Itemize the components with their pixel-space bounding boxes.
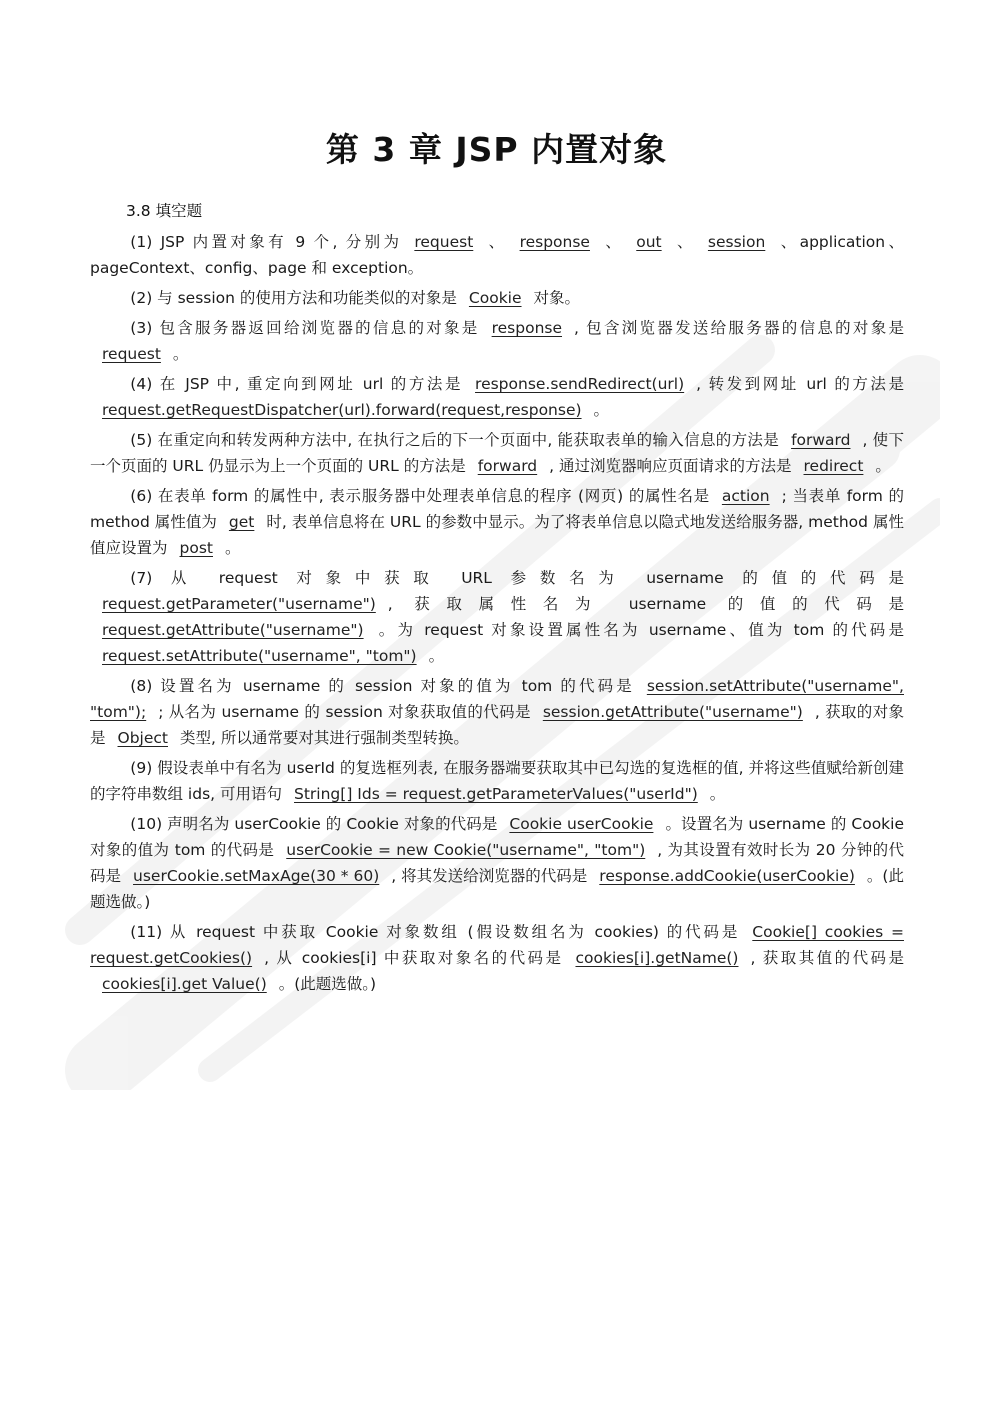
answer-blank: request.getAttribute("username") [102, 621, 364, 639]
question-11 [90, 919, 904, 997]
question-text: , 获取属性名为 username 的值的代码是 [387, 595, 904, 613]
question-text: , 为其设置有效时长为 20 分钟的代码是 [90, 841, 904, 885]
question-text: 。设置名为 username 的 Cookie 对象的值为 tom 的代码是 [90, 815, 904, 859]
question-text: 。 [172, 345, 189, 363]
answer-blank: get [228, 513, 255, 531]
answer-blank: request.setAttribute("username", "tom") [102, 647, 417, 665]
answer-blank: out [636, 233, 662, 251]
question-text: (2) 与 session 的使用方法和功能类似的对象是 [130, 289, 457, 307]
question-list [90, 229, 904, 1001]
question-text: ; 当表单 form 的 method 属性值为 [90, 487, 904, 531]
question-text: 、application、pageContext、config、page 和 exception。 [90, 233, 904, 277]
question-text: 对象。 [533, 289, 581, 307]
question-text: 。 [875, 457, 891, 475]
question-text: (8) 设置名为 username 的 session 对象的值为 tom 的代码是 [130, 677, 635, 695]
answer-blank: session.setAttribute("username", "tom"); [90, 677, 904, 721]
question-text: (5) 在重定向和转发两种方法中, 在执行之后的下一个页面中, 能获取表单的输入信息的方法是 [130, 431, 780, 449]
question-text: (1) JSP 内置对象有 9 个, 分别为 [130, 233, 403, 251]
question-text: (7) 从 request 对象中获取 URL 参数名为 username 的值的代码是 [130, 569, 904, 587]
answer-blank: request [102, 345, 161, 363]
question-text: 。 [709, 785, 726, 803]
question-text: (10) 声明名为 userCookie 的 Cookie 对象的代码是 [130, 815, 498, 833]
question-text: 、 [485, 233, 508, 251]
section-heading: 3.8 填空题 [126, 202, 203, 220]
answer-blank: request [414, 233, 474, 251]
answer-blank: response.addCookie(userCookie) [599, 867, 855, 885]
question-text: (9) 假设表单中有名为 userId 的复选框列表, 在服务器端要获取其中已勾选的复选框的值, 并将这些值赋给新创建的字符串数组 ids, 可用语句 [90, 759, 904, 803]
question-text: , 使下一个页面的 URL 仍显示为上一个页面的 URL 的方法是 [90, 431, 904, 475]
question-text: ; 从名为 username 的 session 对象获取值的代码是 [158, 703, 531, 721]
question-3 [90, 315, 904, 367]
question-text: 、 [601, 233, 625, 251]
answer-blank: response [491, 319, 563, 337]
answer-blank: Object [117, 729, 168, 747]
answer-blank: userCookie.setMaxAge(30 * 60) [133, 867, 380, 885]
question-text: , 从 cookies[i] 中获取对象名的代码是 [264, 949, 564, 967]
question-text: (4) 在 JSP 中, 重定向到网址 url 的方法是 [130, 375, 464, 393]
answer-blank: forward [477, 457, 538, 475]
question-text: , 将其发送给浏览器的代码是 [391, 867, 588, 885]
answer-blank: cookies[i].getName() [575, 949, 739, 967]
answer-blank: request.getRequestDispatcher(url).forward(request,response) [102, 401, 582, 419]
question-text: 。 [428, 647, 445, 665]
question-text: 。 [593, 401, 610, 419]
question-4 [90, 371, 904, 423]
answer-blank: cookies[i].get Value() [102, 975, 267, 993]
question-1 [90, 229, 904, 281]
question-text: 、 [673, 233, 696, 251]
question-text: 类型, 所以通常要对其进行强制类型转换。 [180, 729, 469, 747]
answer-blank: response.sendRedirect(url) [475, 375, 685, 393]
question-text: 。(此题选做。) [278, 975, 377, 993]
answer-blank: action [721, 487, 770, 505]
question-text: , 通过浏览器响应页面请求的方法是 [549, 457, 792, 475]
answer-blank: response [519, 233, 590, 251]
answer-blank: Cookie [468, 289, 522, 307]
question-text: , 包含浏览器发送给服务器的信息的对象是 [574, 319, 905, 337]
answer-blank: String[] Ids = request.getParameterValues("userId") [294, 785, 698, 803]
question-7 [90, 565, 904, 669]
question-text: (6) 在表单 form 的属性中, 表示服务器中处理表单信息的程序 (网页) 的属性名是 [130, 487, 710, 505]
answer-blank: session.getAttribute("username") [542, 703, 803, 721]
answer-blank: post [179, 539, 213, 557]
answer-blank: Cookie[] cookies = request.getCookies() [90, 923, 904, 967]
answer-blank: session [707, 233, 766, 251]
question-text: 。为 request 对象设置属性名为 username、值为 tom 的代码是 [375, 621, 904, 639]
question-8 [90, 673, 904, 751]
question-6 [90, 483, 904, 561]
question-text: , 获取其值的代码是 [750, 949, 904, 967]
question-2 [90, 285, 904, 311]
answer-blank: forward [791, 431, 851, 449]
question-text: 。 [225, 539, 241, 557]
answer-blank: request.getParameter("username") [102, 595, 376, 613]
answer-blank: redirect [803, 457, 864, 475]
answer-blank: Cookie userCookie [509, 815, 654, 833]
page-title: 第 3 章 JSP 内置对象 [325, 130, 668, 169]
question-10 [90, 811, 904, 915]
question-5 [90, 427, 904, 479]
question-text: (3) 包含服务器返回给浏览器的信息的对象是 [130, 319, 480, 337]
question-text: 时, 表单信息将在 URL 的参数中显示。为了将表单信息以隐式地发送给服务器, method 属性值应设置为 [90, 513, 904, 557]
question-text: , 获取的对象是 [90, 703, 904, 747]
answer-blank: userCookie = new Cookie("username", "tom") [286, 841, 646, 859]
question-9 [90, 755, 904, 807]
question-text: , 转发到网址 url 的方法是 [696, 375, 904, 393]
question-text: 。(此题选做。) [90, 867, 904, 911]
question-text: (11) 从 request 中获取 Cookie 对象数组 (假设数组名为 cookies) 的代码是 [130, 923, 741, 941]
